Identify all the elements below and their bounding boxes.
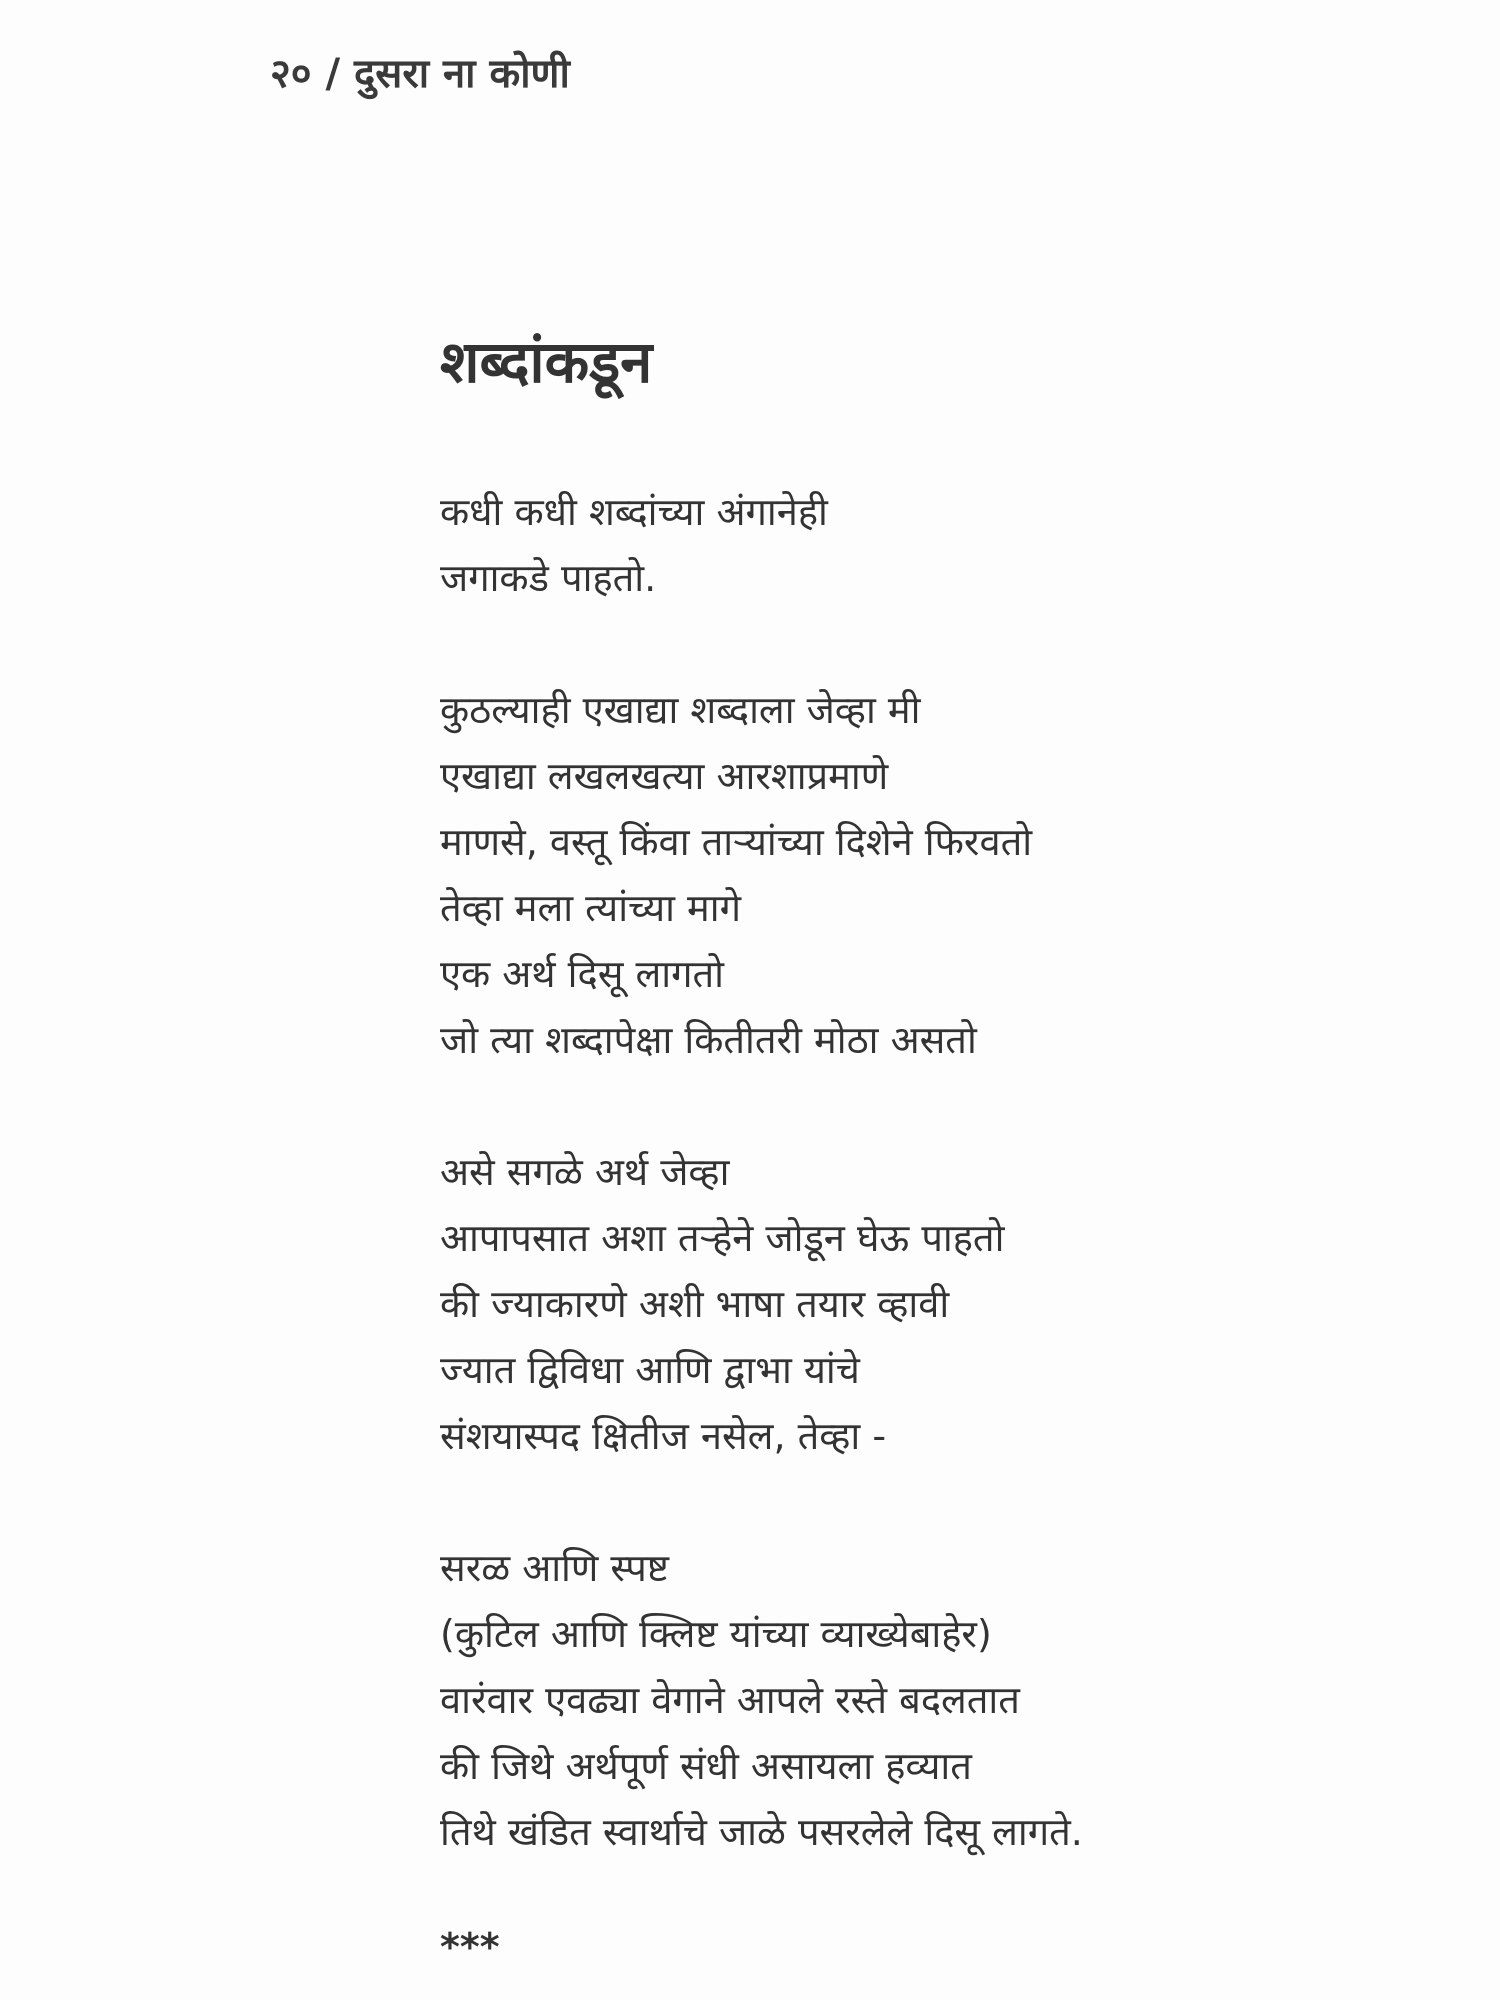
- poem-line: तेव्हा मला त्यांच्या मागे: [440, 886, 742, 930]
- stanza-3: [440, 1139, 1440, 1469]
- poem-line: सरळ आणि स्पष्ट: [440, 1546, 669, 1590]
- poem-line: आपापसात अशा तऱ्हेने जोडून घेऊ पाहतो: [440, 1216, 1005, 1260]
- poem-line: की जिथे अर्थपूर्ण संधी असायला हव्यात: [440, 1744, 972, 1788]
- poem-line: जो त्या शब्दापेक्षा कितीतरी मोठा असतो: [440, 1018, 977, 1062]
- poem-line: जगाकडे पाहतो.: [440, 556, 657, 600]
- end-mark: ***: [440, 1925, 500, 1969]
- running-header: २० / दुसरा ना कोणी: [270, 51, 570, 97]
- poem-line: की ज्याकारणे अशी भाषा तयार व्हावी: [440, 1282, 950, 1326]
- poem-line: ज्यात द्विविधा आणि द्वाभा यांचे: [440, 1348, 860, 1392]
- stanza-2: [440, 677, 1440, 1073]
- poem-line: माणसे, वस्तू किंवा ताऱ्यांच्या दिशेने फिरवतो: [440, 820, 1033, 864]
- poem-line: संशयास्पद क्षितीज नसेल, तेव्हा -: [440, 1414, 887, 1458]
- poem-line: वारंवार एवढ्या वेगाने आपले रस्ते बदलतात: [440, 1678, 1020, 1722]
- poem-line: (कुटिल आणि क्लिष्ट यांच्या व्याख्येबाहेर): [440, 1612, 992, 1656]
- poem-line: असे सगळे अर्थ जेव्हा: [440, 1150, 730, 1194]
- poem-line: एखाद्या लखलखत्या आरशाप्रमाणे: [440, 754, 889, 798]
- poem-line: कुठल्याही एखाद्या शब्दाला जेव्हा मी: [440, 688, 921, 732]
- poem: [440, 320, 1440, 1969]
- stanza-4: [440, 1535, 1440, 1865]
- stanza-1: [440, 479, 1440, 611]
- poem-line: एक अर्थ दिसू लागतो: [440, 952, 724, 996]
- poem-line: तिथे खंडित स्वार्थाचे जाळे पसरलेले दिसू लागते.: [440, 1810, 1083, 1854]
- poem-line: कधी कधी शब्दांच्या अंगानेही: [440, 490, 828, 534]
- poem-title: शब्दांकडून: [440, 328, 653, 396]
